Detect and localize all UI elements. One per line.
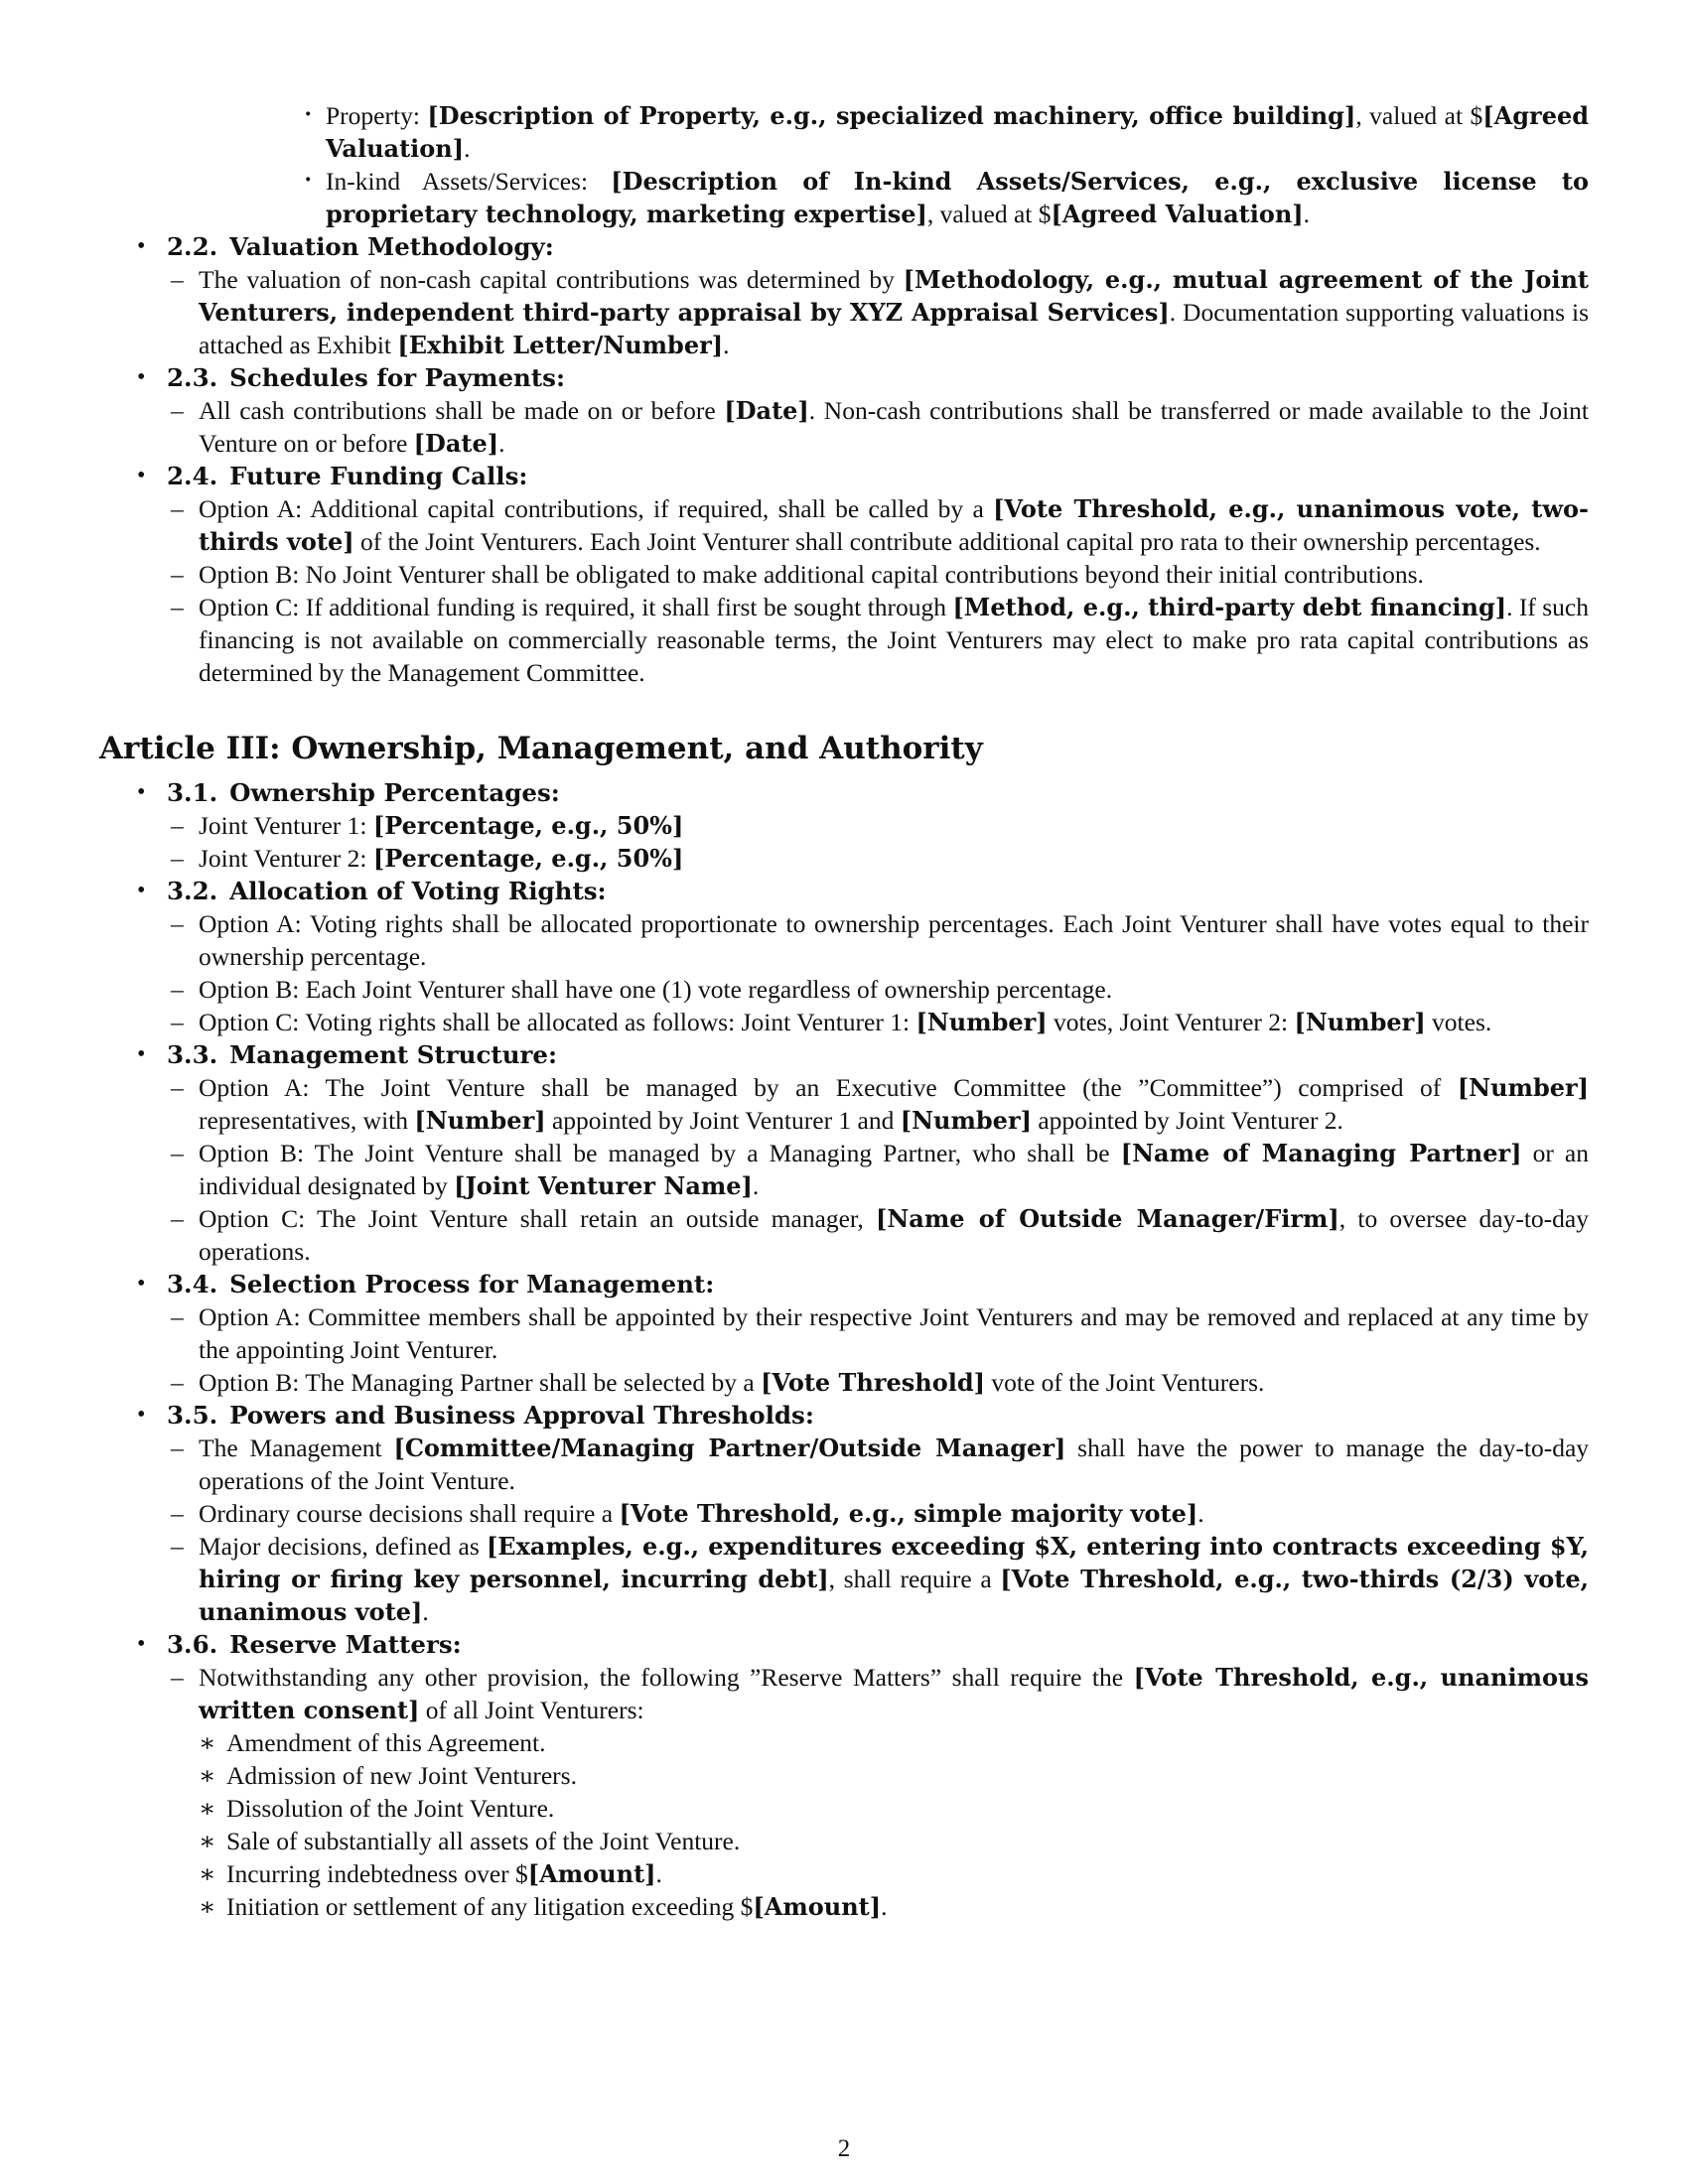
management-option-a: – Option A: The Joint Venture shall be managed by an Executive Committee (the ”Committee”) comprised of [Number] representatives, with [Number] appointed by Joint Venturer 1 and [Number] appointed by Joint Venturer 2.	[171, 1071, 1589, 1137]
reserve-matters-list	[199, 1726, 1589, 1923]
section-2-3: • 2.3. Schedules for Payments: – All cash contributions shall be made on or before [Date]. Non-cash contributions shall be transferred or made available to the Joint Venture on or before [Date].	[99, 361, 1589, 460]
section-2-2: • 2.2. Valuation Methodology: – The valuation of non-cash capital contributions was determined by [Methodology, e.g., mutual agreement of the Joint Venturers, independent third-party appraisal by XYZ Appraisal Services]. Documentation supporting valuations is attached as Exhibit [Exhibit Letter/Number].	[99, 230, 1589, 361]
section-3-5: • 3.5. Powers and Business Approval Thresholds: – The Management [Committee/Managing Partner/Outside Manager] shall have the power to manage the day-to-day operations of the Joint Venture. – Ordinary course decisions shall require a [Vote Threshold, e.g., simple majority vote]. – Major decisions, defined as [Examples, e.g., expenditures exceeding $X, entering into contracts exceeding $Y, hiring or firing key personnel, incurring debt], shall require a [Vote Threshold, e.g., two-thirds (2/3) vote, unanimous vote].	[99, 1399, 1589, 1628]
document-page	[99, 99, 1589, 1923]
section-3-3: • 3.3. Management Structure: – Option A: The Joint Venture shall be managed by an Executive Committee (the ”Committee”) comprised of [Number] representatives, with [Number] appointed by Joint Venturer 1 and [Number] appointed by Joint Venturer 2. – Option B: The Joint Venture shall be managed by a Managing Partner, who shall be [Name of Managing Partner] or an individual designated by [Joint Venturer Name]. – Option C: The Joint Venture shall retain an outside manager, [Name of Outside Manager/Firm], to oversee day-to-day operations.	[99, 1038, 1589, 1268]
section-3-6: • 3.6. Reserve Matters: – Notwithstanding any other provision, the following ”Reserve Matters” shall require the [Vote Threshold, e.g., unanimous written consent] of all Joint Venturers: ∗ Amendment of this Agreement. ∗ Admission of new Joint Venturers. ∗ Dissolution of the Joint Venture. ∗ Sale of substantially all assets of the Joint Venture. ∗ Incurring indebtedness over $[Amount]. ∗ Initiation or settlement of any litigation exceeding $[Amount].	[99, 1628, 1589, 1923]
reserve-item: ∗ Initiation or settlement of any litigation exceeding $[Amount].	[199, 1890, 1589, 1923]
voting-option-b: – Option B: Each Joint Venturer shall have one (1) vote regardless of ownership percentage.	[171, 973, 1589, 1006]
section-3-1: • 3.1. Ownership Percentages: – Joint Venturer 1: [Percentage, e.g., 50%] – Joint Venturer 2: [Percentage, e.g., 50%]	[99, 776, 1589, 875]
ownership-jv2: – Joint Venturer 2: [Percentage, e.g., 50%]	[171, 842, 1589, 875]
ownership-jv1: – Joint Venturer 1: [Percentage, e.g., 50%]	[171, 809, 1589, 842]
powers-item-2: – Ordinary course decisions shall require a [Vote Threshold, e.g., simple majority vote].	[171, 1497, 1589, 1530]
article-3-sections	[99, 776, 1589, 1923]
reserve-item: ∗ Admission of new Joint Venturers.	[199, 1759, 1589, 1792]
property-item: · Property: [Description of Property, e.g., specialized machinery, office building], valued at $[Agreed Valuation].	[298, 99, 1589, 165]
reserve-item: ∗ Amendment of this Agreement.	[199, 1726, 1589, 1759]
reserve-item: ∗ Dissolution of the Joint Venture.	[199, 1792, 1589, 1825]
powers-item-1: – The Management [Committee/Managing Partner/Outside Manager] shall have the power to manage the day-to-day operations of the Joint Venture.	[171, 1432, 1589, 1497]
management-option-c: – Option C: The Joint Venture shall retain an outside manager, [Name of Outside Manager/Firm], to oversee day-to-day operations.	[171, 1202, 1589, 1268]
article-3-heading: Article III: Ownership, Management, and Authority	[99, 731, 983, 766]
section-3-2: • 3.2. Allocation of Voting Rights: – Option A: Voting rights shall be allocated proportionate to ownership percentages. Each Joint Venturer shall have votes equal to their ownership percentage. – Option B: Each Joint Venturer shall have one (1) vote regardless of ownership percentage. – Option C: Voting rights shall be allocated as follows: Joint Venturer 1: [Number] votes, Joint Venturer 2: [Number] votes.	[99, 875, 1589, 1038]
section-3-4: • 3.4. Selection Process for Management: – Option A: Committee members shall be appointed by their respective Joint Venturers and may be removed and replaced at any time by the appointing Joint Venturer. – Option B: The Managing Partner shall be selected by a [Vote Threshold] vote of the Joint Venturers.	[99, 1268, 1589, 1399]
voting-option-c: – Option C: Voting rights shall be allocated as follows: Joint Venturer 1: [Number] votes, Joint Venturer 2: [Number] votes.	[171, 1006, 1589, 1038]
section-2-4-option-c: – Option C: If additional funding is required, it shall first be sought through [Method, e.g., third-party debt financing]. If such financing is not available on commercially reasonable terms, the Joint Venturers may elect to make pro rata capital contributions as determined by the Management Committee.	[171, 591, 1589, 689]
voting-option-a: – Option A: Voting rights shall be allocated proportionate to ownership percentages. Each Joint Venturer shall have votes equal to their ownership percentage.	[171, 907, 1589, 973]
reserve-item: ∗ Incurring indebtedness over $[Amount].	[199, 1857, 1589, 1890]
section-2-3-text: – All cash contributions shall be made on or before [Date]. Non-cash contributions shall be transferred or made available to the Joint Venture on or before [Date].	[171, 394, 1589, 460]
contribution-list	[298, 99, 1589, 230]
page-number: 2	[837, 2135, 851, 2162]
powers-item-3: – Major decisions, defined as [Examples, e.g., expenditures exceeding $X, entering into contracts exceeding $Y, hiring or firing key personnel, incurring debt], shall require a [Vote Threshold, e.g., two-thirds (2/3) vote, unanimous vote].	[171, 1530, 1589, 1628]
section-2-4-option-b: – Option B: No Joint Venturer shall be obligated to make additional capital contributions beyond their initial contributions.	[171, 558, 1589, 591]
in-kind-item: · In-kind Assets/Services: [Description of In-kind Assets/Services, e.g., exclusive license to proprietary technology, marketing expertise], valued at $[Agreed Valuation].	[298, 165, 1589, 230]
selection-option-b: – Option B: The Managing Partner shall be selected by a [Vote Threshold] vote of the Joint Venturers.	[171, 1366, 1589, 1399]
reserve-item: ∗ Sale of substantially all assets of the Joint Venture.	[199, 1825, 1589, 1857]
section-2-4-option-a: – Option A: Additional capital contributions, if required, shall be called by a [Vote Threshold, e.g., unanimous vote, two-thirds vote] of the Joint Venturers. Each Joint Venturer shall contribute additional capital pro rata to their ownership percentages.	[171, 492, 1589, 558]
selection-option-a: – Option A: Committee members shall be appointed by their respective Joint Venturers and may be removed and replaced at any time by the appointing Joint Venturer.	[171, 1300, 1589, 1366]
reserve-intro: – Notwithstanding any other provision, the following ”Reserve Matters” shall require the [Vote Threshold, e.g., unanimous written consent] of all Joint Venturers: ∗ Amendment of this Agreement. ∗ Admission of new Joint Venturers. ∗ Dissolution of the Joint Venture. ∗ Sale of substantially all assets of the Joint Venture. ∗ Incurring indebtedness over $[Amount]. ∗ Initiation or settlement of any litigation exceeding $[Amount].	[171, 1661, 1589, 1923]
management-option-b: – Option B: The Joint Venture shall be managed by a Managing Partner, who shall be [Name of Managing Partner] or an individual designated by [Joint Venturer Name].	[171, 1137, 1589, 1202]
article-2-sections	[99, 230, 1589, 689]
section-2-2-text: – The valuation of non-cash capital contributions was determined by [Methodology, e.g., mutual agreement of the Joint Venturers, independent third-party appraisal by XYZ Appraisal Services]. Documentation supporting valuations is attached as Exhibit [Exhibit Letter/Number].	[171, 263, 1589, 361]
section-2-4: • 2.4. Future Funding Calls: – Option A: Additional capital contributions, if required, shall be called by a [Vote Threshold, e.g., unanimous vote, two-thirds vote] of the Joint Venturers. Each Joint Venturer shall contribute additional capital pro rata to their ownership percentages. – Option B: No Joint Venturer shall be obligated to make additional capital contributions beyond their initial contributions. – Option C: If additional funding is required, it shall first be sought through [Method, e.g., third-party debt financing]. If such financing is not available on commercially reasonable terms, the Joint Venturers may elect to make pro rata capital contributions as determined by the Management Committee.	[99, 460, 1589, 689]
